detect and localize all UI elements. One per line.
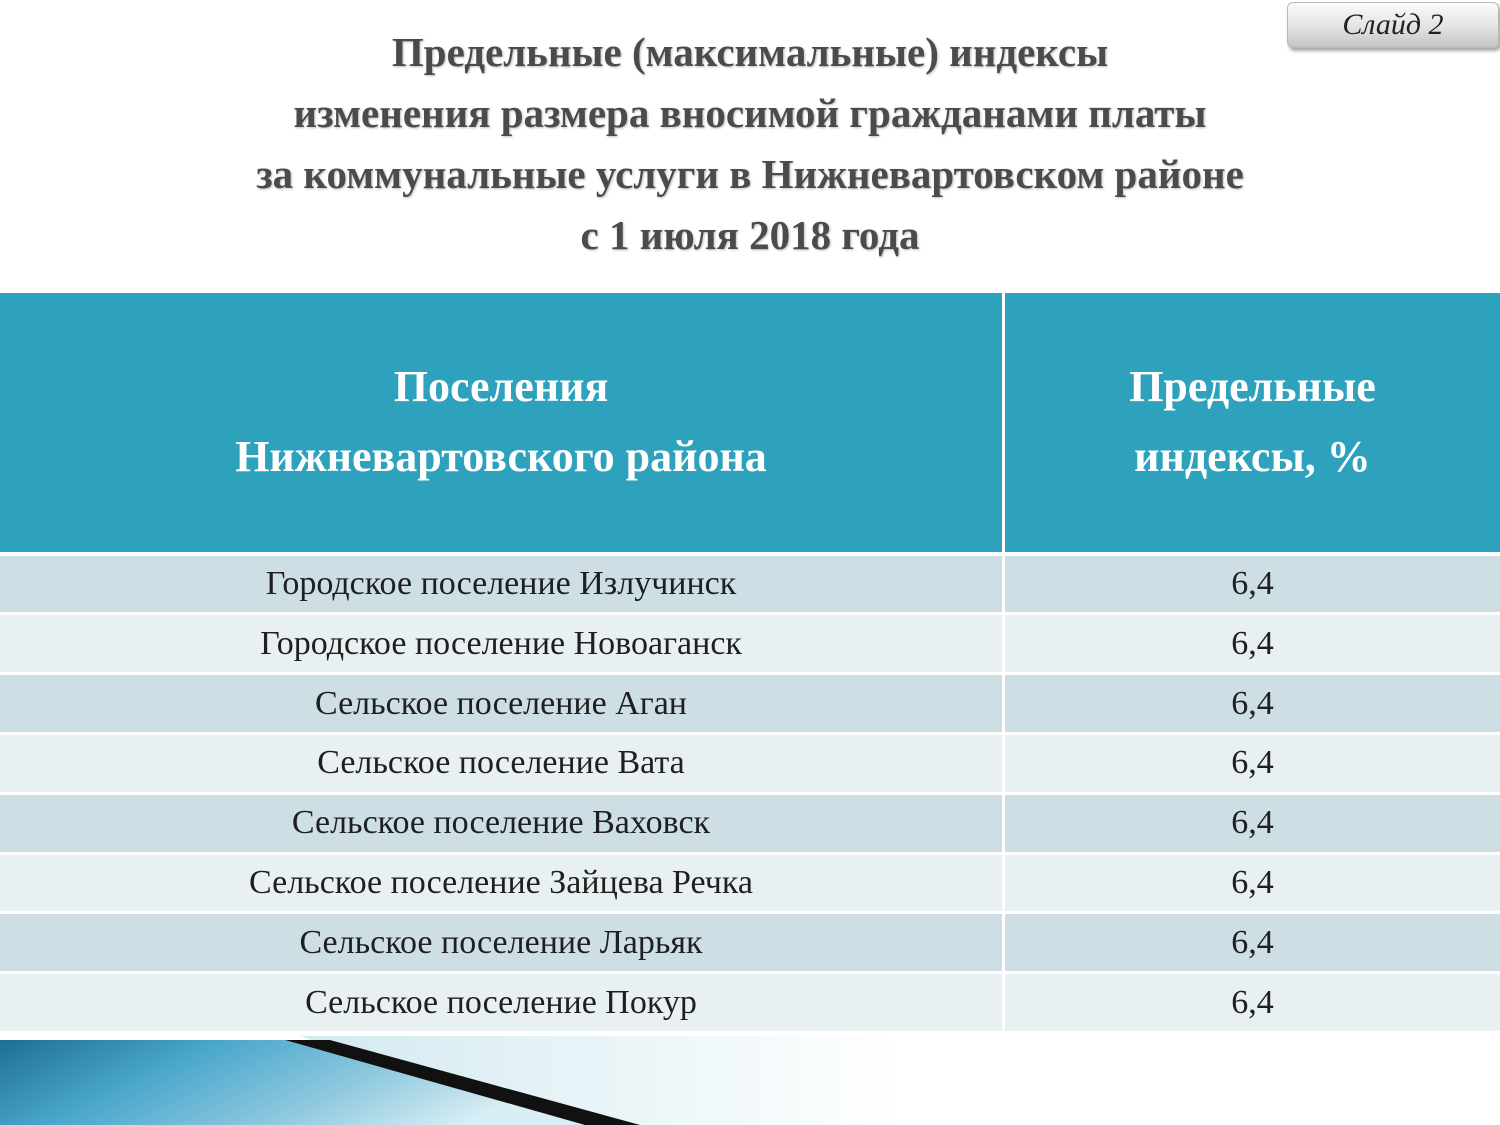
header-indices — [1005, 293, 1500, 556]
index-value: 6,4 — [1005, 914, 1500, 974]
header-settlements — [0, 293, 1005, 556]
settlement-name: Сельское поселение Вата — [0, 735, 1005, 795]
index-value: 6,4 — [1005, 855, 1500, 915]
table-row — [0, 735, 1500, 795]
index-value: 6,4 — [1005, 974, 1500, 1034]
page-title — [0, 22, 1500, 266]
settlement-name: Городское поселение Излучинск — [0, 556, 1005, 616]
header-indices-line1: Предельные — [1129, 362, 1376, 412]
table-row — [0, 556, 1500, 616]
title-line: Предельные (максимальные) индексы — [391, 29, 1109, 75]
header-settlements-line1: Поселения — [393, 362, 609, 412]
index-value: 6,4 — [1005, 675, 1500, 735]
indices-table — [0, 293, 1500, 1034]
slide-number-label: Слайд 2 — [1342, 8, 1444, 41]
table-row — [0, 974, 1500, 1034]
settlement-name: Сельское поселение Ларьяк — [0, 914, 1005, 974]
settlement-name: Городское поселение Новоаганск — [0, 615, 1005, 675]
table-row — [0, 795, 1500, 855]
table-row — [0, 675, 1500, 735]
index-value: 6,4 — [1005, 735, 1500, 795]
table-row — [0, 855, 1500, 915]
settlement-name: Сельское поселение Зайцева Речка — [0, 855, 1005, 915]
footer-decoration — [0, 1036, 1500, 1125]
settlement-name: Сельское поселение Аган — [0, 675, 1005, 735]
header-settlements-line2: Нижневартовского района — [235, 432, 767, 482]
title-line: за коммунальные услуги в Нижневартовском районе — [256, 151, 1244, 197]
index-value: 6,4 — [1005, 795, 1500, 855]
settlement-name: Сельское поселение Покур — [0, 974, 1005, 1034]
table-row — [0, 914, 1500, 974]
index-value: 6,4 — [1005, 556, 1500, 616]
settlement-name: Сельское поселение Ваховск — [0, 795, 1005, 855]
table-row — [0, 615, 1500, 675]
index-value: 6,4 — [1005, 615, 1500, 675]
table-header-row — [0, 293, 1500, 556]
title-line: с 1 июля 2018 года — [580, 212, 920, 258]
header-indices-line2: индексы, % — [1134, 432, 1371, 482]
title-line: изменения размера вносимой гражданами платы — [293, 90, 1207, 136]
